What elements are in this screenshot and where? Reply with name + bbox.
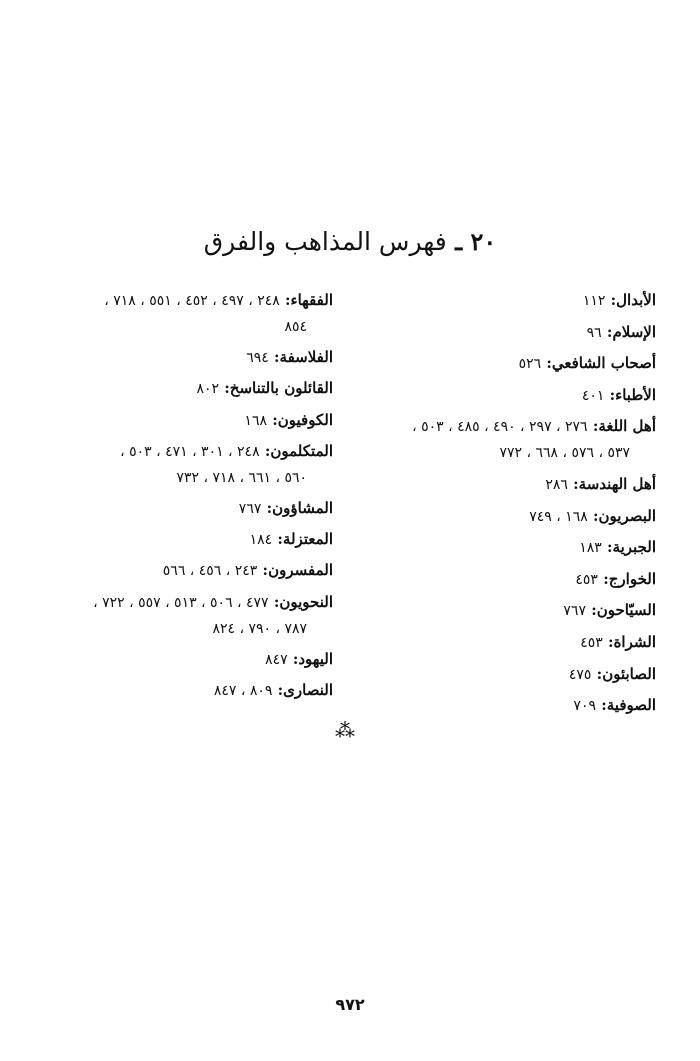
- entry-page-refs: ٤٧٧ ، ٥٠٦ ، ٥١٣ ، ٥٥٧ ، ٧٢٢ ،: [93, 594, 269, 611]
- index-column-left: [23, 287, 333, 708]
- entry-page-refs: ٢٤٨ ، ٤٩٧ ، ٤٥٢ ، ٥٥١ ، ٧١٨ ،: [104, 293, 280, 309]
- index-entry: [366, 534, 656, 561]
- entry-page-refs: ٦٩٤: [246, 350, 269, 367]
- section-number: ٢٠: [470, 227, 497, 256]
- index-entry: [366, 350, 656, 377]
- index-entry: [366, 413, 656, 466]
- section-title: فهرس المذاهب والفرق: [203, 227, 447, 256]
- entry-term: الصوفية:: [601, 696, 656, 715]
- index-entry: [366, 471, 656, 498]
- index-entry: [23, 677, 333, 704]
- entry-term: الكوفيون:: [272, 410, 333, 429]
- entry-page-refs: ٩٦: [586, 324, 602, 341]
- entry-term: الشراة:: [608, 632, 656, 651]
- index-entry: [366, 503, 656, 530]
- entry-page-refs: ٧٦٧: [238, 500, 262, 517]
- entry-term: البصريون:: [592, 506, 656, 525]
- index-entry: [366, 382, 656, 409]
- entry-page-refs: ٢٨٦: [545, 476, 568, 493]
- entry-term: الإسلام:: [606, 322, 656, 341]
- entry-page-refs: ١٨٤: [249, 532, 273, 549]
- index-entry: [23, 589, 333, 642]
- entry-page-refs: ٧٦٧: [563, 603, 586, 620]
- entry-term: الجبرية:: [607, 538, 656, 557]
- index-entry: [366, 692, 656, 719]
- entry-term: القائلون بالتناسخ:: [224, 379, 333, 398]
- entry-page-refs: ٤٧٥: [568, 666, 592, 683]
- page-number: ٩٧٢: [335, 995, 365, 1014]
- entry-term: المفسرون:: [262, 561, 333, 580]
- index-entry: [366, 629, 656, 656]
- entry-page-refs: ٤٥٣: [575, 571, 598, 588]
- entry-page-refs: ١٦٨ ، ٧٤٩: [529, 508, 588, 525]
- entry-page-refs: ٤٠١: [581, 387, 605, 404]
- index-entry: [366, 597, 656, 624]
- entry-page-refs: ٤٥٣: [580, 634, 603, 651]
- entry-term: الخوارج:: [603, 569, 656, 588]
- index-entry: [23, 557, 333, 584]
- section-heading: [0, 224, 700, 260]
- entry-term: اليهود:: [292, 649, 333, 668]
- index-entry: [366, 319, 656, 346]
- index-entry: [366, 566, 656, 593]
- index-entry: [366, 287, 656, 314]
- entry-term: النصارى:: [277, 680, 333, 699]
- entry-term: أهل الهندسة:: [573, 474, 656, 493]
- entry-term: الأبدال:: [610, 291, 656, 309]
- entry-page-refs-continued: ٧٨٧ ، ٧٩٠ ، ٨٢٤: [212, 620, 307, 637]
- entry-page-refs: ٨٠٩ ، ٨٤٧: [213, 682, 273, 699]
- index-entry: [23, 287, 333, 340]
- entry-term: أهل اللغة:: [592, 417, 656, 436]
- entry-term: الصابئون:: [596, 664, 656, 683]
- entry-page-refs: ٨٤٧: [265, 651, 288, 668]
- entry-page-refs: ١٨٣: [579, 540, 602, 557]
- entry-page-refs: ٢٤٣ ، ٤٥٦ ، ٥٦٦: [162, 563, 258, 580]
- index-entry: [366, 661, 656, 688]
- heading-dash: ـ: [455, 227, 463, 256]
- entry-page-refs: ٥٢٦: [518, 356, 542, 373]
- index-entry: [23, 495, 333, 522]
- entry-page-refs: ٨٠٢: [196, 381, 220, 398]
- entry-term: الفقهاء:: [285, 291, 333, 309]
- entry-page-refs: ١٦٨: [244, 412, 267, 429]
- entry-page-refs: ٢٤٨ ، ٣٠١ ، ٤٧١ ، ٥٠٣ ،: [120, 443, 260, 460]
- index-column-right: [366, 287, 656, 724]
- entry-page-refs-continued: ٥٦٠ ، ٦٦١ ، ٧١٨ ، ٧٣٢: [176, 469, 307, 486]
- index-entry: [23, 375, 333, 402]
- entry-page-refs: ١١٢: [582, 293, 606, 309]
- index-entry: [23, 344, 333, 371]
- entry-page-refs-continued: ٨٥٤: [284, 319, 307, 335]
- index-entry: [23, 646, 333, 673]
- entry-page-refs: ٢٧٦ ، ٢٩٧ ، ٤٩٠ ، ٤٨٥ ، ٥٠٣ ،: [412, 419, 588, 436]
- index-entry: [23, 438, 333, 491]
- entry-term: المعتزلة:: [277, 530, 333, 549]
- entry-page-refs-continued: ٥٣٧ ، ٥٧٦ ، ٦٦٨ ، ٧٧٢: [499, 445, 630, 462]
- entry-term: المتكلمون:: [264, 441, 333, 460]
- index-entry: [23, 526, 333, 553]
- entry-term: الأطباء:: [609, 385, 656, 404]
- index-entry: [23, 407, 333, 434]
- entry-term: الفلاسفة:: [273, 348, 333, 367]
- entry-term: النحويون:: [273, 592, 333, 611]
- entry-term: أصحاب الشافعي:: [546, 354, 656, 373]
- entry-term: المشاؤون:: [266, 498, 333, 517]
- entry-page-refs: ٧٠٩: [573, 698, 596, 715]
- entry-term: السيّاحون:: [591, 601, 656, 620]
- asterism-ornament-icon: ⁂: [335, 718, 355, 742]
